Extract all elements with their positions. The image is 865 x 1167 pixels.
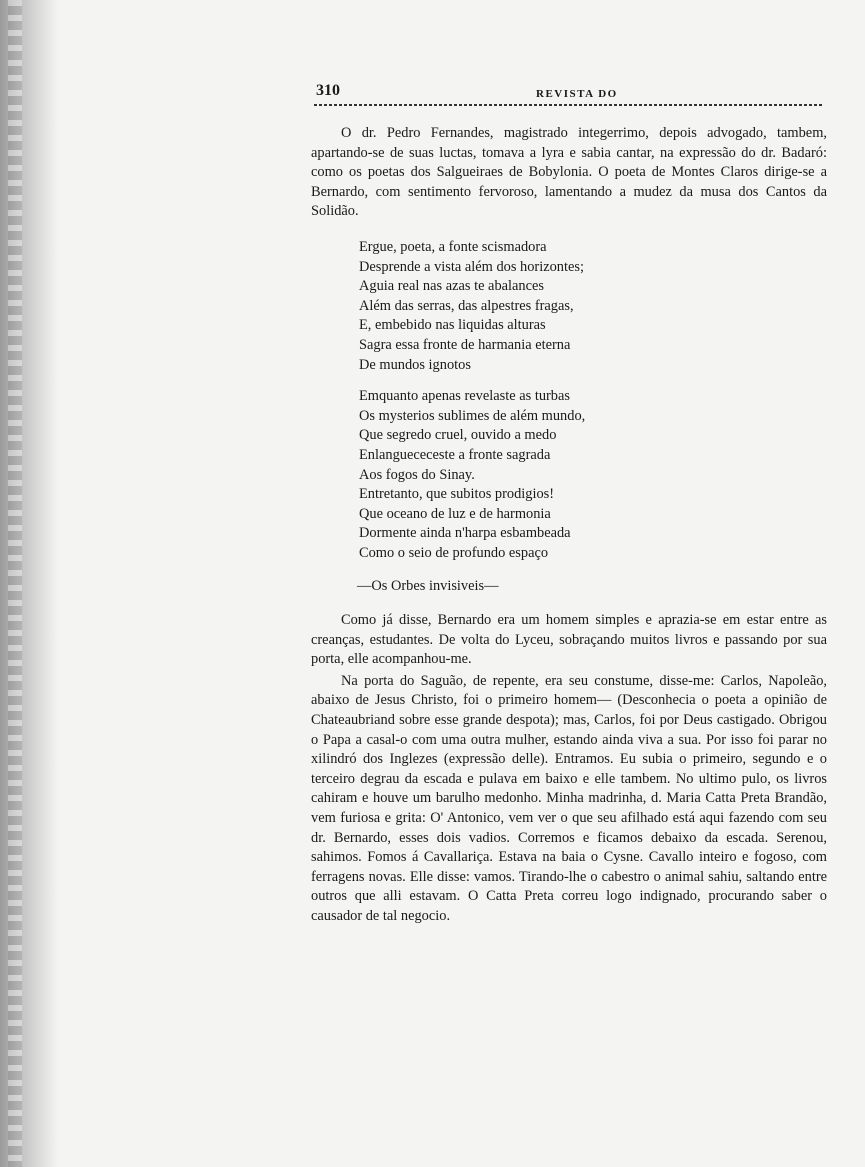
section-spacer xyxy=(311,597,827,611)
poem-line: De mundos ignotos xyxy=(359,356,471,373)
poem-line: Que oceano de luz e de harmonia xyxy=(359,505,551,522)
poem-line: Além das serras, das alpestres fragas, xyxy=(359,297,574,314)
paragraph-3: Na porta do Saguão, de repente, era seu constume, disse-me: Carlos, Napoleão, abaixo de Jesus Christo, foi o primeiro homem— (Desconhecia o poeta a opinião de Chateaubriand sobre esse grande despota); mas, Carlos, foi por Deus castigado. Obrigou o Papa a casal-o com uma outra mulher, estando ainda viva a sua. Por isso foi parar no xilindró dos Inglezes (expressão delle). Entramos. Eu subia o primeiro, segundo e o terceiro degrau da escada e pulava em baixo e elle tambem. No ultimo pulo, os livros cahiram e houve um barulho medonho. Minha madrinha, d. Maria Catta Preta Brandão, vem furiosa e grita: O' Antonico, vem ver o que seu afilhado está aqui fazendo com seu dr. Bernardo, esses dois vadios. Corremos e ficamos debaixo da escada. Serenou, sahimos. Fomos á Cavallariça. Estava na baia o Cysne. Cavallo inteiro e fogoso, com ferragens novas. Elle disse: vamos. Tirando-lhe o cabestro o animal sahiu, saltando entre outros que alli estavam. O Catta Preta correu logo indignado, procurando saber o causador de tal negocio. xyxy=(311,672,827,924)
poem-line: Enlanguececeste a fronte sagrada xyxy=(359,446,551,463)
poem-line: Dormente ainda n'harpa esbambeada xyxy=(359,525,571,542)
poem-line: Como o seio de profundo espaço xyxy=(359,544,549,561)
poem-line: Entretanto, que subitos prodigios! xyxy=(359,486,555,503)
poem-line: Sagra essa fronte de harmania eterna xyxy=(359,336,571,353)
poem-stanza-1 xyxy=(359,238,827,375)
intro-paragraph: O dr. Pedro Fernandes, magistrado integerrimo, depois advogado, tambem, apartando-se de suas luctas, tomava a lyra e sabia cantar, na expressão do dr. Badaró: como os poetas dos Salgueiraes de Bobylonia. O poeta de Montes Claros dirige-se a Bernardo, com sentimento fervoroso, lamentando a mudez da musa dos Cantos da Solidão. xyxy=(311,125,827,220)
poem-line: Que segredo cruel, ouvido a medo xyxy=(359,427,557,444)
paragraph-2: Como já disse, Bernardo era um homem simples e aprazia-se em estar entre as creanças, estudantes. De volta do Lyceu, sobraçando muitos livros e passando por sua porta, elle acompanhou-me. xyxy=(311,612,827,668)
poem-stanza-2 xyxy=(359,387,827,563)
body-text xyxy=(311,124,827,927)
header-rule xyxy=(314,104,824,106)
poem-line: Desprende a vista além dos horizontes; xyxy=(359,258,584,275)
poem-line: Ergue, poeta, a fonte scismadora xyxy=(359,238,547,255)
poem xyxy=(359,238,827,564)
poem-line: Aos fogos do Sinay. xyxy=(359,466,475,483)
running-head: REVISTA DO xyxy=(536,88,618,100)
poem-line: Emquanto apenas revelaste as turbas xyxy=(359,388,570,405)
poem-line: E, embebido nas liquidas alturas xyxy=(359,317,546,334)
poem-attribution: —Os Orbes invisiveis— xyxy=(357,578,499,595)
poem-line: Aguia real nas azas te abalances xyxy=(359,278,544,295)
page-number: 310 xyxy=(316,82,340,99)
poem-line: Os mysterios sublimes de além mundo, xyxy=(359,407,586,424)
page-binding-edge xyxy=(0,0,58,1167)
page-header xyxy=(314,78,824,102)
